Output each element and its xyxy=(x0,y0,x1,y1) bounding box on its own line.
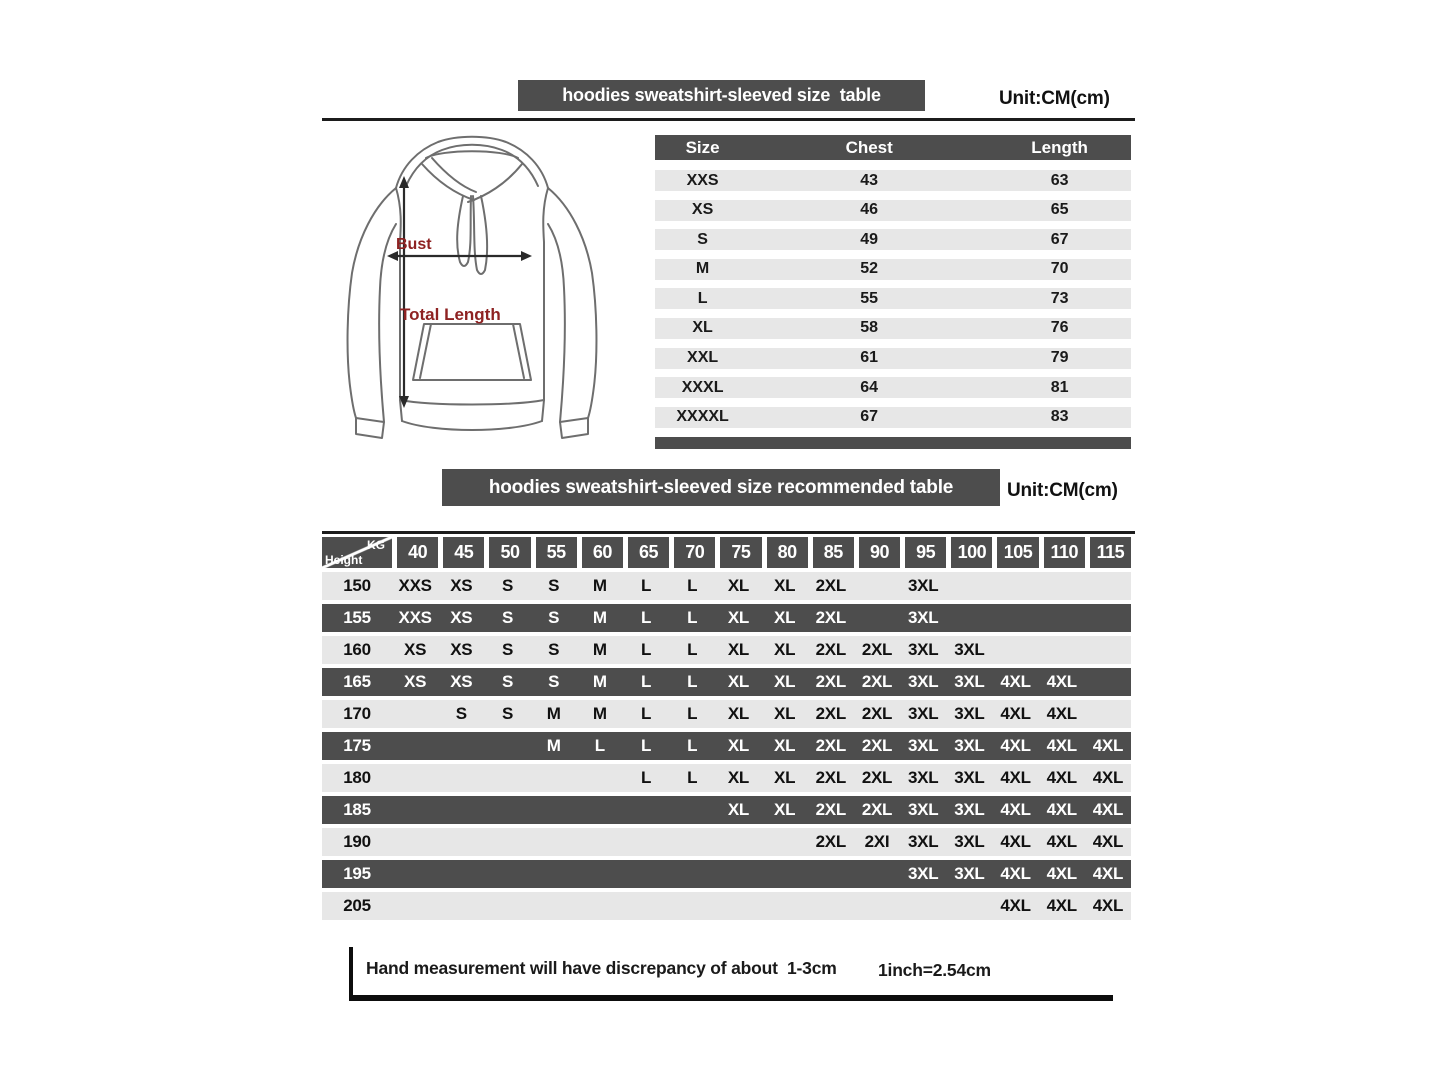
size-table-row xyxy=(655,200,1131,221)
unit-label-1: Unit:CM(cm) xyxy=(999,88,1110,109)
size-recommendation-cell: XL xyxy=(727,704,749,723)
size-measurement-table xyxy=(655,135,1131,449)
size-recommendation-cell: S xyxy=(501,672,513,691)
size-recommendation-cell: 2XL xyxy=(861,768,893,787)
size-recommendation-cell: S xyxy=(455,704,467,723)
kg-column-header: 115 xyxy=(1090,537,1131,568)
height-corner-label: Height xyxy=(325,553,363,567)
size-recommendation-cell: XL xyxy=(774,576,796,595)
height-label: 185 xyxy=(343,800,371,819)
length-cell: 63 xyxy=(1050,171,1069,189)
size-recommendation-cell: XS xyxy=(450,608,473,627)
kg-column-header: 90 xyxy=(859,537,900,568)
footer-left-border xyxy=(349,947,353,1000)
size-recommendation-cell: M xyxy=(546,736,561,755)
kg-column-header: 60 xyxy=(582,537,623,568)
size-recommendation-cell: M xyxy=(546,704,561,723)
kg-column-header: 75 xyxy=(720,537,761,568)
size-recommendation-cell: 3XL xyxy=(954,736,985,755)
size-recommendation-cell: 4XL xyxy=(1092,800,1124,819)
size-recommendation-cell: XL xyxy=(727,640,749,659)
hoodie-hem-top xyxy=(400,400,544,405)
size-recommendation-cell: 4XL xyxy=(1000,768,1031,787)
hood-left-flap-seam xyxy=(432,158,476,192)
size-recommendation-cell: 2XL xyxy=(861,704,893,723)
size-recommendation-cell: XL xyxy=(727,736,749,755)
size-recommendation-cell: 3XL xyxy=(908,704,939,723)
size-recommendation-cell: L xyxy=(687,768,698,787)
size-cell: XXS xyxy=(686,171,719,189)
chest-cell: 49 xyxy=(860,230,879,248)
size-recommendation-cell: M xyxy=(592,704,607,723)
size-recommendation-cell: 4XL xyxy=(1092,736,1124,755)
size-recommendation-cell: XL xyxy=(727,672,749,691)
total-length-label: Total Length xyxy=(400,305,501,324)
size-table-header-row xyxy=(655,135,1131,160)
size-recommendation-cell: 4XL xyxy=(1046,736,1077,755)
measurement-disclaimer: Hand measurement will have discrepancy of about 1-3cm xyxy=(366,958,837,978)
size-recommendation-cell: XS xyxy=(450,672,473,691)
size-recommendation-cell: S xyxy=(548,608,560,627)
matrix-row xyxy=(322,700,1131,728)
hoodie-left-sleeve-outline xyxy=(348,188,396,418)
size-recommendation-cell: 4XL xyxy=(1046,768,1077,787)
size-cell: XXXXL xyxy=(676,408,729,426)
size-recommendation-cell: 4XL xyxy=(1000,896,1031,915)
length-cell: 76 xyxy=(1050,319,1069,337)
matrix-row xyxy=(322,828,1131,856)
length-cell: 79 xyxy=(1050,349,1069,367)
chest-cell: 61 xyxy=(860,349,879,367)
height-label: 155 xyxy=(343,608,371,627)
hood-right-flap xyxy=(468,164,522,202)
size-recommendation-cell: S xyxy=(501,576,513,595)
size-recommendation-cell: 2XL xyxy=(815,704,846,723)
size-recommendation-cell: 4XL xyxy=(1046,896,1077,915)
chest-cell: 46 xyxy=(860,201,879,219)
size-recommendation-cell: XL xyxy=(727,768,749,787)
hoodie-right-cuff xyxy=(560,418,588,438)
matrix-body xyxy=(322,572,1131,920)
size-recommendation-cell: 2XL xyxy=(815,768,846,787)
hoodie-hem-bottom xyxy=(402,421,542,430)
size-table-row xyxy=(655,377,1131,398)
kg-column-header: 80 xyxy=(767,537,808,568)
size-recommendation-cell: XL xyxy=(727,800,749,819)
size-recommendation-cell: XL xyxy=(774,672,796,691)
size-recommendation-cell: XXS xyxy=(398,608,432,627)
hoodie-right-sleeve-inner xyxy=(548,224,565,422)
size-recommendation-cell: 3XL xyxy=(954,800,985,819)
size-recommendation-cell: 2XL xyxy=(815,800,846,819)
size-table-row xyxy=(655,318,1131,339)
length-cell: 73 xyxy=(1050,289,1069,307)
size-recommendation-cell: 4XL xyxy=(1000,800,1031,819)
pocket-seams xyxy=(420,324,524,378)
size-recommendation-cell: 2XL xyxy=(861,800,893,819)
size-recommendation-cell: XS xyxy=(404,672,427,691)
size-recommendation-cell: L xyxy=(640,704,652,723)
kg-column-header: 100 xyxy=(951,537,992,568)
size-recommendation-cell: 4XL xyxy=(1046,672,1077,691)
size-recommendation-cell: 4XL xyxy=(1000,864,1031,883)
divider-line-2 xyxy=(322,531,1135,534)
inch-conversion-note: 1inch=2.54cm xyxy=(878,960,991,980)
size-recommendation-cell: L xyxy=(640,576,652,595)
size-recommendation-cell: XL xyxy=(774,608,796,627)
size-recommendation-cell: 2XL xyxy=(861,672,893,691)
divider-line-1 xyxy=(322,118,1135,121)
size-recommendation-cell: 3XL xyxy=(954,768,985,787)
size-recommendation-cell: XS xyxy=(450,576,473,595)
size-cell: XL xyxy=(692,319,713,337)
kg-height-corner-cell xyxy=(322,537,392,568)
chest-cell: 67 xyxy=(860,408,879,426)
size-recommendation-cell: 4XL xyxy=(1046,864,1077,883)
size-recommendation-cell: S xyxy=(548,576,560,595)
size-recommendation-cell: 2XL xyxy=(861,640,893,659)
right-drawstring xyxy=(473,196,487,274)
size-table-row xyxy=(655,288,1131,309)
size-recommendation-cell: S xyxy=(501,704,513,723)
size-table-title-bar xyxy=(518,80,925,111)
kg-column-header: 65 xyxy=(628,537,669,568)
size-recommendation-cell: XL xyxy=(727,608,749,627)
matrix-row xyxy=(322,732,1131,760)
length-cell: 67 xyxy=(1050,230,1069,248)
size-recommendation-cell: 3XL xyxy=(908,768,939,787)
size-recommendation-cell: XL xyxy=(774,640,796,659)
size-recommendation-cell: 3XL xyxy=(908,672,939,691)
size-recommendation-cell: L xyxy=(687,576,698,595)
length-cell: 65 xyxy=(1050,201,1069,219)
size-recommendation-cell: XS xyxy=(450,640,473,659)
size-recommendation-cell: XL xyxy=(774,736,796,755)
hoodie-right-sleeve-outline xyxy=(548,188,596,418)
kg-column-header: 45 xyxy=(443,537,484,568)
size-recommendation-cell: 4XL xyxy=(1000,704,1031,723)
size-recommendation-cell: 4XL xyxy=(1092,832,1124,851)
size-cell: L xyxy=(697,289,708,307)
size-recommendation-cell: S xyxy=(548,672,560,691)
size-recommendation-cell: 4XL xyxy=(1046,832,1077,851)
size-recommendation-cell: 2XL xyxy=(815,832,846,851)
size-recommendation-cell: XL xyxy=(774,800,796,819)
size-recommendation-cell: 4XL xyxy=(1000,672,1031,691)
size-recommendation-cell: 4XL xyxy=(1046,800,1077,819)
size-recommendation-cell: L xyxy=(640,736,652,755)
kg-column-header: 70 xyxy=(674,537,715,568)
length-cell: 83 xyxy=(1050,408,1069,426)
size-recommendation-cell: L xyxy=(687,608,698,627)
height-label: 170 xyxy=(343,704,371,723)
size-recommendation-cell: M xyxy=(592,576,607,595)
height-label: 165 xyxy=(343,672,371,691)
height-label: 180 xyxy=(343,768,371,787)
length-cell: 70 xyxy=(1050,260,1069,278)
size-table-body xyxy=(655,170,1131,428)
kg-column-header: 40 xyxy=(397,537,438,568)
size-table-row xyxy=(655,170,1131,191)
length-cell: 81 xyxy=(1050,378,1069,396)
size-recommendation-cell: 4XL xyxy=(1092,768,1124,787)
size-recommendation-cell: 4XL xyxy=(1092,896,1124,915)
size-cell: XXXL xyxy=(681,378,724,396)
size-recommendation-cell: L xyxy=(640,640,652,659)
size-recommendation-cell: 3XL xyxy=(908,640,939,659)
hoodie-left-cuff xyxy=(356,418,384,438)
size-table-row xyxy=(655,407,1131,428)
size-recommendation-cell: 2XL xyxy=(861,736,893,755)
chest-cell: 64 xyxy=(860,378,879,396)
unit-label-2: Unit:CM(cm) xyxy=(1007,480,1118,501)
chest-column-header: Chest xyxy=(845,137,893,157)
matrix-row xyxy=(322,636,1131,664)
size-cell: S xyxy=(697,230,708,248)
size-table-title: hoodies sweatshirt-sleeved size table xyxy=(562,85,881,105)
size-recommendation-cell: 3XL xyxy=(954,832,985,851)
hoodie-body-left xyxy=(396,188,401,400)
size-recommendation-cell: 4XL xyxy=(1000,832,1031,851)
chest-cell: 52 xyxy=(860,260,879,278)
length-column-header: Length xyxy=(1031,137,1088,157)
chest-cell: 55 xyxy=(860,289,879,307)
size-recommendation-cell: 3XL xyxy=(954,864,985,883)
size-recommendation-cell: L xyxy=(687,704,698,723)
size-table-row xyxy=(655,259,1131,280)
size-recommendation-cell: L xyxy=(687,640,698,659)
size-table-row xyxy=(655,348,1131,369)
matrix-row xyxy=(322,860,1131,888)
size-cell: XS xyxy=(691,201,714,219)
height-label: 175 xyxy=(343,736,371,755)
size-cell: M xyxy=(695,260,710,278)
hood-left-flap xyxy=(422,164,474,200)
size-recommendation-cell: S xyxy=(501,640,513,659)
recommended-table-title: hoodies sweatshirt-sleeved size recommended table xyxy=(488,476,954,498)
size-recommendation-cell: 2XL xyxy=(815,608,846,627)
kg-corner-label: KG xyxy=(367,538,385,552)
chest-cell: 43 xyxy=(860,171,879,189)
size-recommendation-cell: L xyxy=(640,672,652,691)
kg-column-header: 85 xyxy=(813,537,854,568)
size-recommendation-cell: XS xyxy=(404,640,427,659)
height-label: 205 xyxy=(343,896,371,915)
height-label: 190 xyxy=(343,832,371,851)
size-recommendation-cell: 3XL xyxy=(908,800,939,819)
size-recommendation-cell: 4XL xyxy=(1092,864,1124,883)
size-recommendation-cell: 3XL xyxy=(908,864,939,883)
chest-cell: 58 xyxy=(860,319,879,337)
size-recommendation-cell: S xyxy=(548,640,560,659)
kg-column-header: 50 xyxy=(489,537,530,568)
size-recommendation-cell: M xyxy=(592,640,607,659)
bust-label: Bust xyxy=(396,236,432,253)
height-label: 150 xyxy=(343,576,371,595)
hoodie-measurement-diagram xyxy=(322,128,622,460)
size-recommendation-cell: L xyxy=(640,768,652,787)
footer-bottom-border xyxy=(349,995,1113,1001)
size-recommendation-cell: 4XL xyxy=(1000,736,1031,755)
height-label: 195 xyxy=(343,864,371,883)
kg-column-header: 55 xyxy=(536,537,577,568)
size-recommendation-cell: XL xyxy=(774,768,796,787)
size-recommendation-cell: 2XL xyxy=(815,640,846,659)
size-recommendation-cell: L xyxy=(687,736,698,755)
size-table-bottom-bar xyxy=(655,437,1131,449)
recommended-table-title-bar xyxy=(442,469,1000,506)
size-recommendation-cell: 4XL xyxy=(1046,704,1077,723)
size-recommendation-cell: 3XL xyxy=(908,608,939,627)
size-recommendation-cell: M xyxy=(592,608,607,627)
height-label: 160 xyxy=(343,640,371,659)
size-recommendation-cell: L xyxy=(687,672,698,691)
kg-column-header: 105 xyxy=(997,537,1038,568)
size-recommendation-cell: XXS xyxy=(398,576,432,595)
size-recommendation-cell: XL xyxy=(727,576,749,595)
matrix-row xyxy=(322,572,1131,600)
matrix-row xyxy=(322,764,1131,792)
size-recommendation-cell: M xyxy=(592,672,607,691)
size-recommendation-cell: 2XL xyxy=(815,576,846,595)
matrix-row xyxy=(322,892,1131,920)
hood-opening xyxy=(426,151,518,158)
matrix-row xyxy=(322,604,1131,632)
size-recommendation-cell: 3XL xyxy=(954,704,985,723)
size-recommendation-cell: 3XL xyxy=(908,576,939,595)
size-recommendation-cell: 2XL xyxy=(815,736,846,755)
size-recommendation-cell: 3XL xyxy=(954,640,985,659)
hoodie-body-right xyxy=(543,188,548,400)
matrix-header-row xyxy=(322,537,1131,568)
size-recommendation-cell: L xyxy=(594,736,605,755)
size-recommendation-cell: 3XL xyxy=(908,832,939,851)
kg-column-header: 95 xyxy=(905,537,946,568)
size-column-header: Size xyxy=(685,137,720,157)
size-recommendation-cell: 2XI xyxy=(864,832,890,851)
size-recommendation-cell: 2XL xyxy=(815,672,846,691)
kg-column-header: 110 xyxy=(1044,537,1085,568)
size-recommendation-cell: S xyxy=(501,608,513,627)
size-table-row xyxy=(655,229,1131,250)
size-recommendation-cell: XL xyxy=(774,704,796,723)
size-recommendation-cell: 3XL xyxy=(908,736,939,755)
matrix-row xyxy=(322,796,1131,824)
size-recommendation-cell: 3XL xyxy=(954,672,985,691)
size-recommendation-cell: L xyxy=(640,608,652,627)
matrix-row xyxy=(322,668,1131,696)
size-cell: XXL xyxy=(687,349,719,367)
bust-arrowhead-right xyxy=(521,251,532,261)
kangaroo-pocket xyxy=(413,324,531,380)
size-recommendation-matrix xyxy=(322,537,1131,920)
